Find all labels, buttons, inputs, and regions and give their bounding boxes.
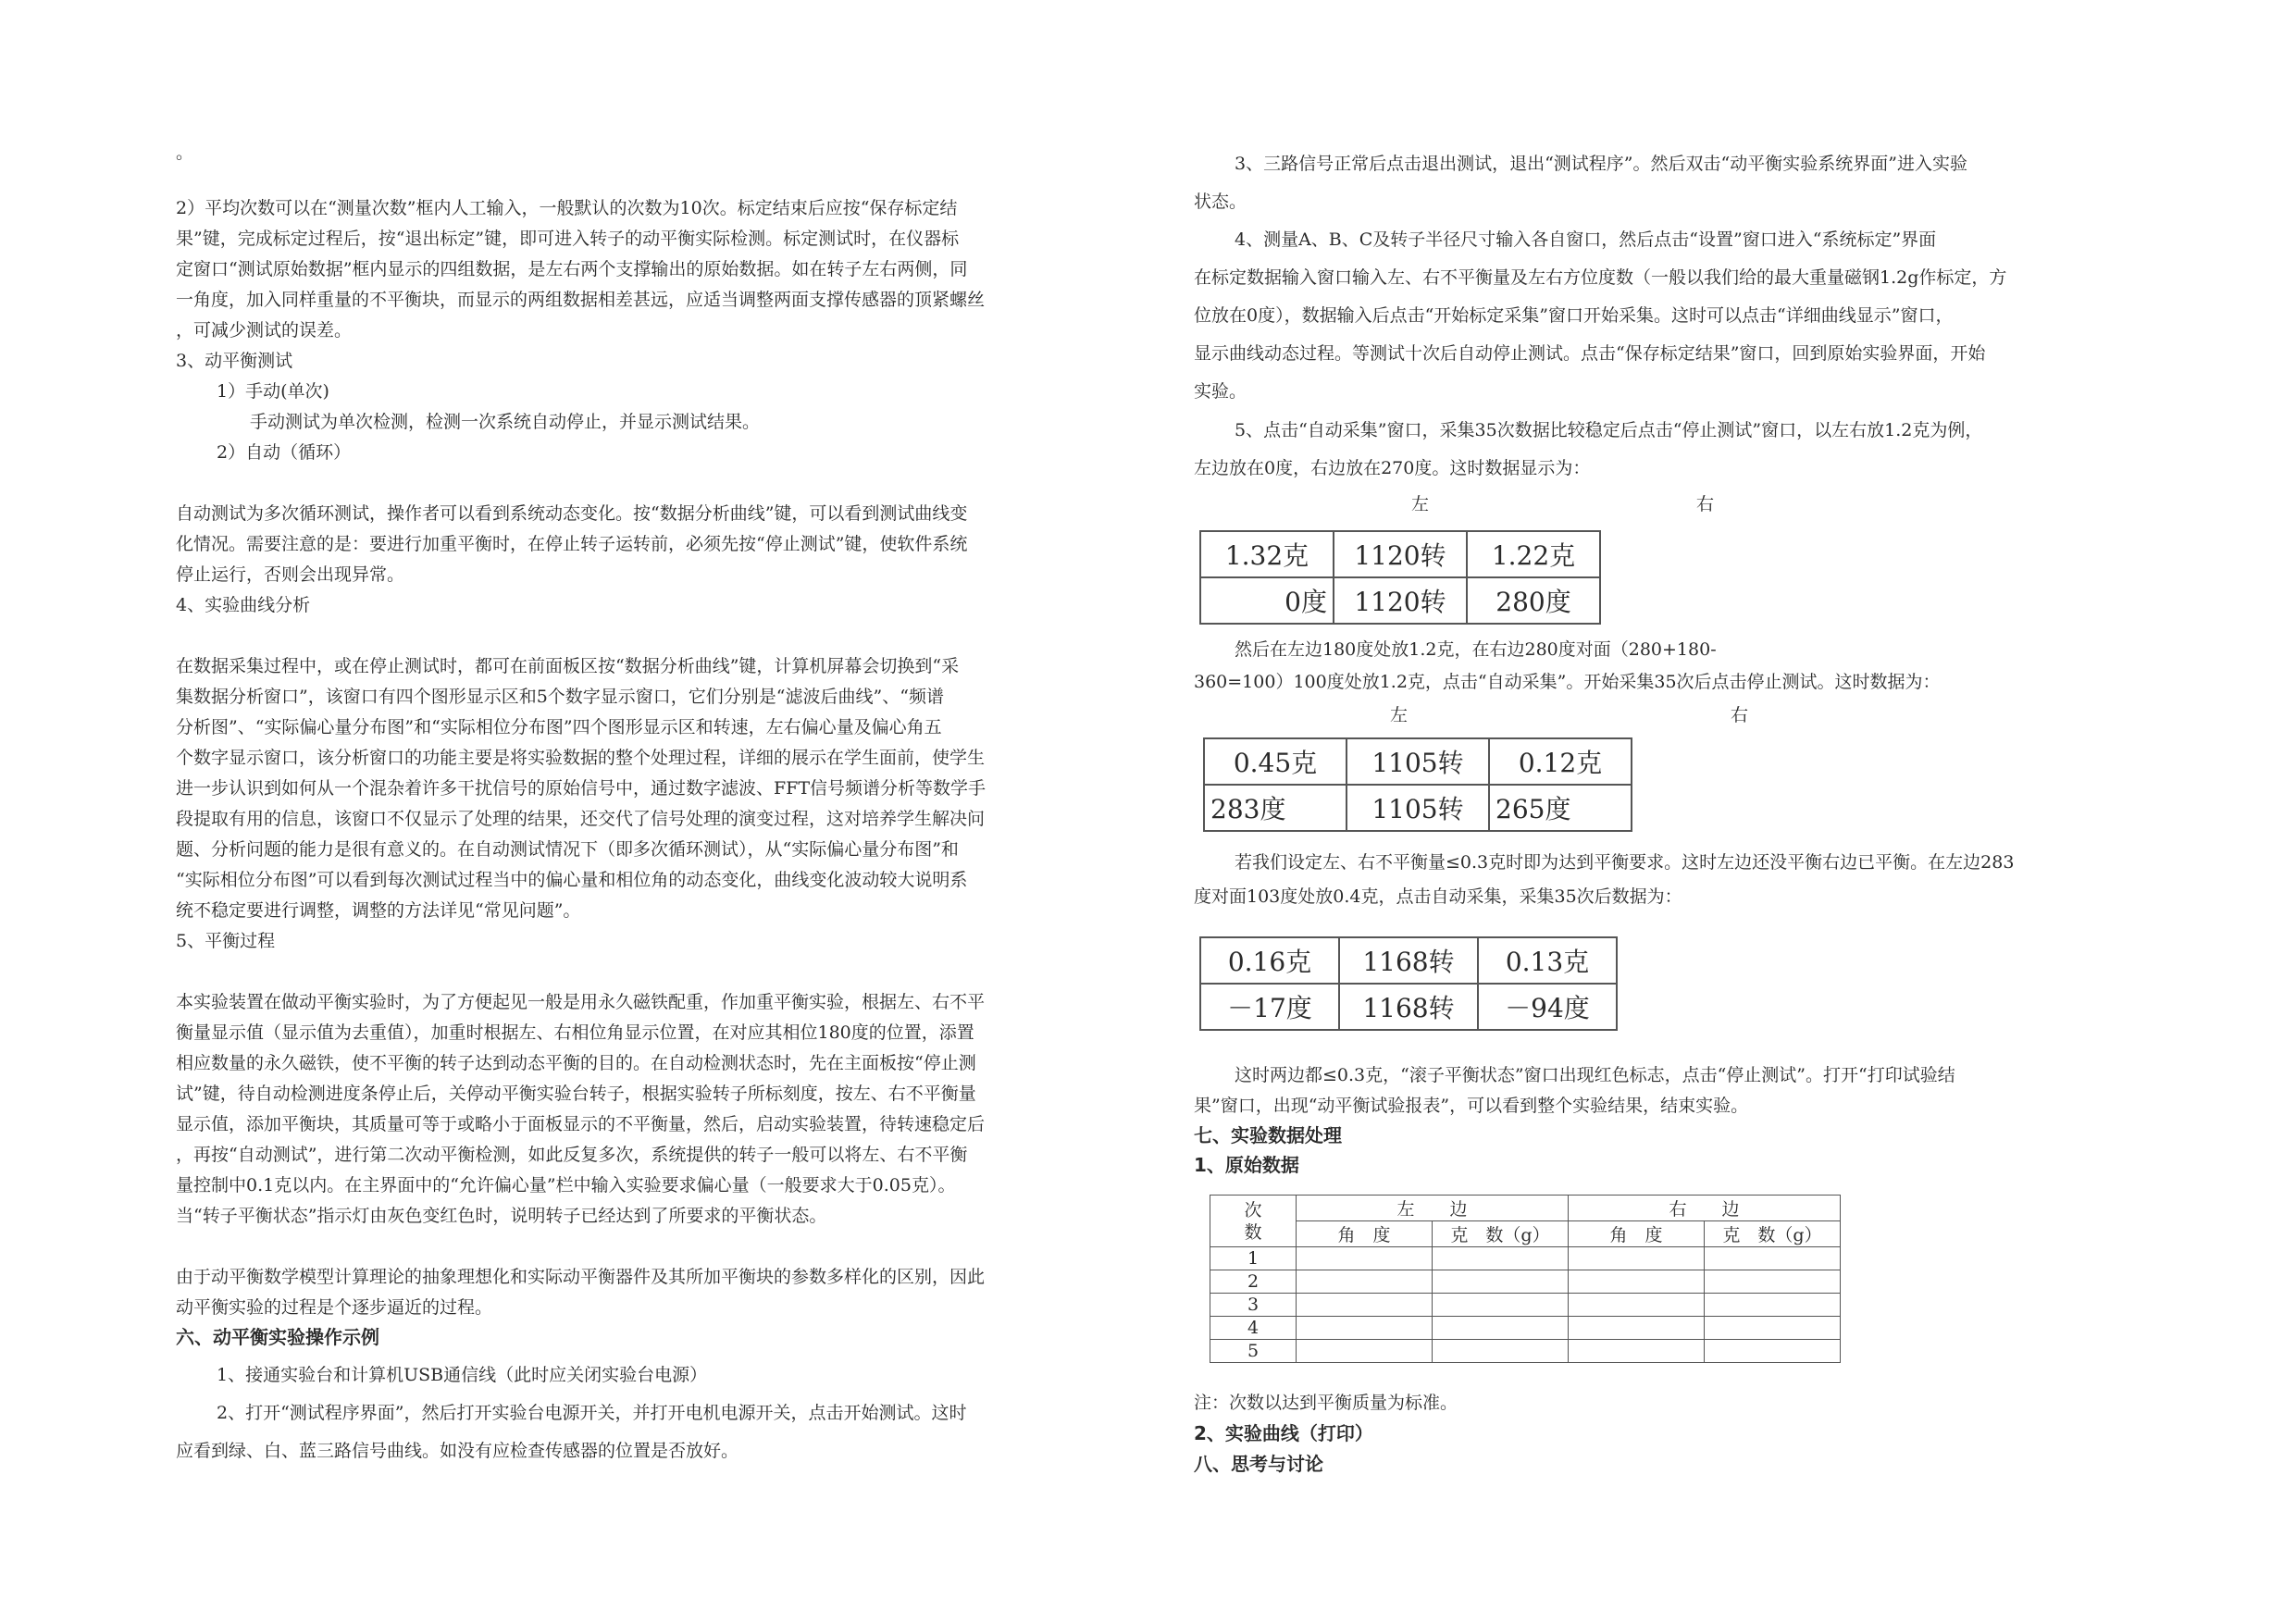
- paragraph-line: 若我们设定左、右不平衡量≤0.3克时即为达到平衡要求。这时左边还没平衡右边已平衡。在左边283: [1235, 852, 2015, 873]
- leading-mark: 。: [176, 142, 194, 163]
- table-cell: 283度: [1204, 785, 1347, 831]
- paragraph-line: 3、三路信号正常后点击退出测试，退出“测试程序”。然后双击“动平衡实验系统界面”进入实验: [1235, 154, 1967, 174]
- paragraph-line: 在标定数据输入窗口输入左、右不平衡量及左右方位度数（一般以我们给的最大重量磁钢1.2g作标定，方: [1194, 267, 2007, 288]
- table-cell: 1.32克: [1200, 531, 1334, 577]
- paragraph-line: 果”窗口，出现“动平衡试验报表”，可以看到整个实验结果，结束实验。: [1194, 1096, 1749, 1116]
- table-row: [1210, 1270, 1841, 1294]
- paragraph-line: 状态。: [1194, 192, 1247, 212]
- table-cell: [1297, 1317, 1433, 1340]
- table-cell: 1105转: [1347, 738, 1489, 785]
- paragraph-line: 应看到绿、白、蓝三路信号曲线。如没有应检查传感器的位置是否放好。: [176, 1441, 739, 1461]
- paragraph-line: 定窗口“测试原始数据”框内显示的四组数据，是左右两个支撑输出的原始数据。如在转子左右两侧，同: [176, 259, 968, 279]
- table-cell: [1297, 1294, 1433, 1317]
- subsection-heading: 2）自动（循环）: [217, 442, 352, 463]
- subsection-heading: 1）手动(单次): [217, 381, 329, 402]
- table-cell: [1705, 1294, 1841, 1317]
- paragraph-line: 2）平均次数可以在“测量次数”框内人工输入，一般默认的次数为10次。标定结束后应按“保存标定结: [176, 198, 958, 218]
- table-row: [1210, 1317, 1841, 1340]
- row-number: 4: [1210, 1317, 1297, 1340]
- paragraph-line: 果”键，完成标定过程后，按“退出标定”键，即可进入转子的动平衡实际检测。标定测试时，在仪器标: [176, 229, 960, 249]
- paragraph-line: 实验。: [1194, 381, 1247, 402]
- paragraph-line: 度对面103度处放0.4克，点击自动采集，采集35次后数据为：: [1194, 886, 1682, 907]
- grams-header: 克 数（g）: [1433, 1221, 1569, 1247]
- section-heading: 3、动平衡测试: [176, 351, 293, 371]
- paragraph-line: 段提取有用的信息，该窗口不仅显示了处理的结果，还交代了信号处理的演变过程，这对培养学生解决问: [176, 809, 986, 829]
- table-cell: [1569, 1294, 1705, 1317]
- table-cell: [1569, 1340, 1705, 1363]
- table-cell: [1569, 1317, 1705, 1340]
- paragraph-line: 自动测试为多次循环测试，操作者可以看到系统动态变化。按“数据分析曲线”键，可以看到测试曲线变: [176, 503, 968, 524]
- paragraph-line: 动平衡实验的过程是个逐步逼近的过程。: [176, 1297, 493, 1318]
- table-cell: 1.22克: [1467, 531, 1600, 577]
- table2-left-label: 左: [1390, 705, 1409, 725]
- angle-header: 角 度: [1569, 1221, 1705, 1247]
- table1-left-label: 左: [1411, 494, 1430, 514]
- paragraph-line: ，可减少测试的误差。: [176, 320, 353, 341]
- paragraph-line: 左边放在0度，右边放在270度。这时数据显示为：: [1194, 458, 1591, 478]
- row-number: 1: [1210, 1247, 1297, 1270]
- paragraph-line: 衡量显示值（显示值为去重值），加重时根据左、右相位角显示位置，在对应其相位180度的位置，添置: [176, 1022, 974, 1043]
- section-heading: 4、实验曲线分析: [176, 595, 311, 615]
- table-cell: －94度: [1478, 984, 1617, 1030]
- data-table-1: [1199, 530, 1601, 625]
- table-header-row: [1210, 1221, 1841, 1247]
- data-table-2: [1203, 737, 1632, 832]
- count-label-2: 数: [1244, 1221, 1262, 1243]
- paragraph-line: 然后在左边180度处放1.2克，在右边280度对面（280+180-: [1235, 639, 1717, 660]
- table-cell: [1705, 1247, 1841, 1270]
- table-cell: 280度: [1467, 577, 1600, 624]
- table-cell: [1705, 1340, 1841, 1363]
- table2-right-label: 右: [1731, 705, 1749, 725]
- paragraph-line: 试”键，待自动检测进度条停止后，关停动平衡实验台转子，根据实验转子所标刻度，按左、右不平衡量: [176, 1084, 976, 1104]
- table-cell: 1168转: [1339, 984, 1478, 1030]
- paragraph-line: 显示值，添加平衡块，其质量可等于或略小于面板显示的不平衡量，然后，启动实验装置，待转速稳定后: [176, 1114, 986, 1134]
- section-heading: 1、原始数据: [1194, 1154, 1299, 1176]
- table-row: [1200, 577, 1600, 624]
- paragraph-line: 位放在0度），数据输入后点击“开始标定采集”窗口开始采集。这时可以点击“详细曲线显示”窗口，: [1194, 305, 1954, 326]
- table-cell: 265度: [1489, 785, 1632, 831]
- paragraph-line: 化情况。需要注意的是：要进行加重平衡时，在停止转子运转前，必须先按“停止测试”键，使软件系统: [176, 534, 968, 554]
- table-row: [1200, 984, 1617, 1030]
- paragraph-line: 进一步认识到如何从一个混杂着许多干扰信号的原始信号中，通过数字滤波、FFT信号频谱分析等数学手: [176, 778, 987, 799]
- count-label-1: 次: [1244, 1199, 1262, 1220]
- row-number: 5: [1210, 1340, 1297, 1363]
- paragraph-line: 360=100）100度处放1.2克，点击“自动采集”。开始采集35次后点击停止测试。这时数据为：: [1194, 672, 1941, 692]
- table-cell: －17度: [1200, 984, 1339, 1030]
- paragraph-line: 4、测量A、B、C及转子半径尺寸输入各自窗口，然后点击“设置”窗口进入“系统标定”界面: [1235, 229, 1937, 250]
- paragraph-line: “实际相位分布图”可以看到每次测试过程当中的偏心量和相位角的动态变化，曲线变化波动较大说明系: [176, 870, 968, 890]
- table-cell: 1120转: [1334, 577, 1467, 624]
- row-number: 2: [1210, 1270, 1297, 1294]
- section-heading: 5、平衡过程: [176, 931, 276, 951]
- paragraph-line: 题、分析问题的能力是很有意义的。在自动测试情况下（即多次循环测试），从“实际偏心量分布图”和: [176, 839, 959, 860]
- table-cell: [1569, 1270, 1705, 1294]
- paragraph-line: 1、接通实验台和计算机USB通信线（此时应关闭实验台电源）: [217, 1365, 708, 1385]
- paragraph-line: 5、点击“自动采集”窗口，采集35次数据比较稳定后点击“停止测试”窗口，以左右放1.2克为例，: [1235, 420, 1983, 440]
- table-cell: 0.16克: [1200, 937, 1339, 984]
- section-heading: 2、实验曲线（打印）: [1194, 1422, 1373, 1444]
- table-cell: 0.13克: [1478, 937, 1617, 984]
- table-cell: 0.12克: [1489, 738, 1632, 785]
- table-header-row: [1210, 1196, 1841, 1221]
- paragraph-line: 本实验装置在做动平衡实验时，为了方便起见一般是用永久磁铁配重，作加重平衡实验，根据左、右不平: [176, 992, 986, 1012]
- table-cell: [1297, 1270, 1433, 1294]
- paragraph-line: 量控制中0.1克以内。在主界面中的“允许偏心量”栏中输入实验要求偏心量（一般要求大于0.05克）。: [176, 1175, 956, 1196]
- table-cell: 1168转: [1339, 937, 1478, 984]
- table-cell: [1297, 1340, 1433, 1363]
- paragraph-line: 手动测试为单次检测，检测一次系统自动停止，并显示测试结果。: [250, 412, 761, 432]
- table-cell: [1705, 1317, 1841, 1340]
- right-group-header: 右 边: [1569, 1196, 1841, 1221]
- table-cell: [1433, 1317, 1569, 1340]
- table-cell: 0度: [1200, 577, 1334, 624]
- paragraph-line: ，再按“自动测试”，进行第二次动平衡检测，如此反复多次，系统提供的转子一般可以将左、右不平衡: [176, 1145, 968, 1165]
- table-cell: 1120转: [1334, 531, 1467, 577]
- paragraph-line: 显示曲线动态过程。等测试十次后自动停止测试。点击“保存标定结果”窗口，回到原始实验界面，开始: [1194, 343, 1986, 364]
- paragraph-line: 统不稳定要进行调整，调整的方法详见“常见问题”。: [176, 900, 581, 921]
- table-cell: [1433, 1340, 1569, 1363]
- paragraph-line: 相应数量的永久磁铁，使不平衡的转子达到动态平衡的目的。在自动检测状态时，先在主面板按“停止测: [176, 1053, 976, 1073]
- table-row: [1204, 738, 1632, 785]
- left-group-header: 左 边: [1297, 1196, 1569, 1221]
- table-cell: [1433, 1270, 1569, 1294]
- paragraph-line: 一角度，加入同样重量的不平衡块，而显示的两组数据相差甚远，应适当调整两面支撑传感器的顶紧螺丝: [176, 290, 986, 310]
- data-table-3: [1199, 936, 1618, 1031]
- table-row: [1210, 1340, 1841, 1363]
- table-cell: 0.45克: [1204, 738, 1347, 785]
- grams-header: 克 数（g）: [1705, 1221, 1841, 1247]
- angle-header: 角 度: [1297, 1221, 1433, 1247]
- paragraph-line: 集数据分析窗口”，该窗口有四个图形显示区和5个数字显示窗口，它们分别是“滤波后曲线”、“频谱: [176, 687, 944, 707]
- chapter-heading: 八、思考与讨论: [1194, 1453, 1323, 1475]
- table-row: [1210, 1247, 1841, 1270]
- record-table: [1210, 1195, 1841, 1363]
- paragraph-line: 个数字显示窗口，该分析窗口的功能主要是将实验数据的整个处理过程，详细的展示在学生面前，使学生: [176, 748, 986, 768]
- table-cell: 1105转: [1347, 785, 1489, 831]
- table1-right-label: 右: [1696, 494, 1715, 514]
- row-number: 3: [1210, 1294, 1297, 1317]
- table-row: [1204, 785, 1632, 831]
- table-row: [1200, 937, 1617, 984]
- chapter-heading: 六、动平衡实验操作示例: [176, 1326, 379, 1348]
- note-line: 注：次数以达到平衡质量为标准。: [1194, 1393, 1458, 1413]
- paragraph-line: 停止运行，否则会出现异常。: [176, 564, 405, 585]
- paragraph-line: 分析图”、“实际偏心量分布图”和“实际相位分布图”四个图形显示区和转速，左右偏心量及偏心角五: [176, 717, 942, 737]
- paragraph-line: 由于动平衡数学模型计算理论的抽象理想化和实际动平衡器件及其所加平衡块的参数多样化的区别，因此: [176, 1267, 986, 1287]
- table-cell: [1433, 1294, 1569, 1317]
- chapter-heading: 七、实验数据处理: [1194, 1124, 1342, 1146]
- table-cell: [1297, 1247, 1433, 1270]
- table-row: [1210, 1294, 1841, 1317]
- count-header-cell: [1210, 1196, 1297, 1247]
- paragraph-line: 2、打开“测试程序界面”，然后打开实验台电源开关，并打开电机电源开关，点击开始测试。这时: [217, 1403, 967, 1423]
- table-cell: [1569, 1247, 1705, 1270]
- table-row: [1200, 531, 1600, 577]
- paragraph-line: 这时两边都≤0.3克，“滚子平衡状态”窗口出现红色标志，点击“停止测试”。打开“打印试验结: [1235, 1065, 1955, 1085]
- paragraph-line: 当“转子平衡状态”指示灯由灰色变红色时，说明转子已经达到了所要求的平衡状态。: [176, 1206, 827, 1226]
- paragraph-line: 在数据采集过程中，或在停止测试时，都可在前面板区按“数据分析曲线”键，计算机屏幕会切换到“采: [176, 656, 960, 676]
- table-cell: [1705, 1270, 1841, 1294]
- table-cell: [1433, 1247, 1569, 1270]
